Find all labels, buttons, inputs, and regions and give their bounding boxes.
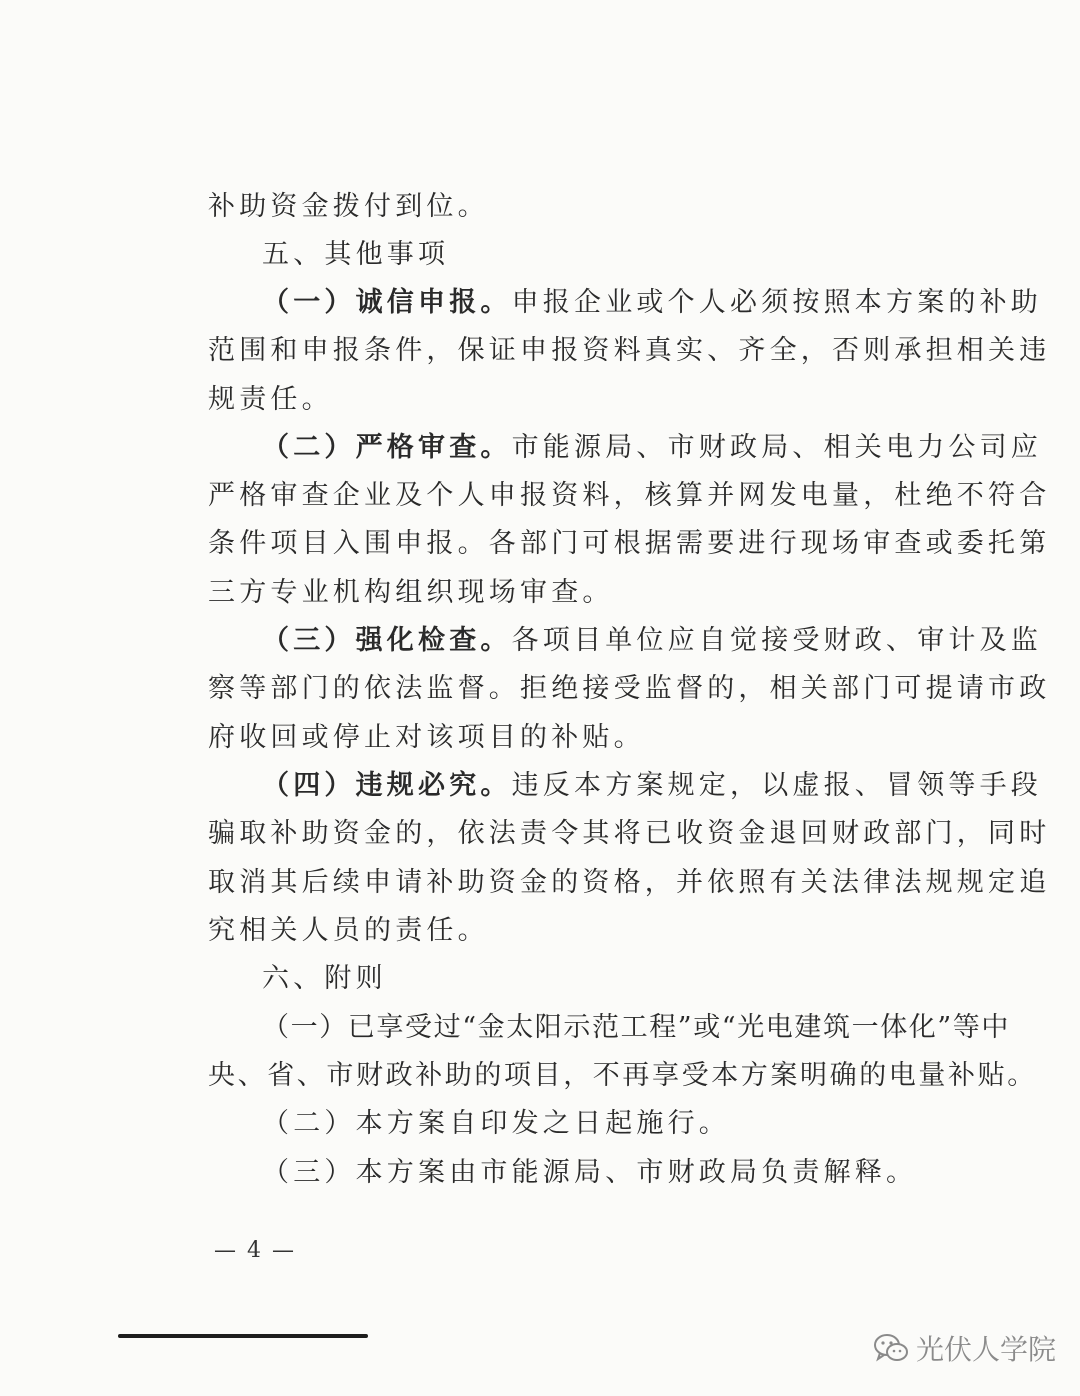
item-5-2-text: 市能源局、市财政局、相关电力公司应 bbox=[511, 432, 1043, 463]
item-5-3-paragraph bbox=[262, 624, 1042, 658]
text-line-18: 取消其后续申请补助资金的资格，并依照有关法律法规规定追 bbox=[208, 867, 1051, 898]
watermark-text: 光伏人学院 bbox=[916, 1333, 1057, 1366]
text-line-1: 补助资金拨付到位。 bbox=[208, 191, 489, 222]
appendix-item-1: （一）已享受过“金太阳示范工程”或“光电建筑一体化”等中 bbox=[262, 1012, 1011, 1043]
text-line-22: 央、省、市财政补助的项目，不再享受本方案明确的电量补贴。 bbox=[208, 1060, 1037, 1091]
item-5-4-paragraph bbox=[262, 769, 1042, 803]
item-5-4-title: （四）违规必究。 bbox=[262, 770, 512, 801]
text-line-9: 条件项目入围申报。各部门可根据需要进行现场审查或委托第 bbox=[208, 528, 1051, 559]
appendix-item-3: （三）本方案由市能源局、市财政局负责解释。 bbox=[262, 1157, 918, 1188]
item-5-1-paragraph bbox=[262, 286, 1042, 320]
text-line-19: 究相关人员的责任。 bbox=[208, 915, 489, 946]
text-line-4: 范围和申报条件，保证申报资料真实、齐全，否则承担相关违 bbox=[208, 335, 1051, 366]
text-line-13: 察等部门的依法监督。拒绝接受监督的，相关部门可提请市政 bbox=[208, 673, 1051, 704]
item-5-3-title: （三）强化检查。 bbox=[262, 625, 512, 656]
item-5-1-text: 申报企业或个人必须按照本方案的补助 bbox=[511, 287, 1043, 318]
text-line-8: 严格审查企业及个人申报资料，核算并网发电量，杜绝不符合 bbox=[208, 480, 1051, 511]
watermark bbox=[872, 1328, 1056, 1368]
wechat-icon bbox=[872, 1331, 910, 1365]
text-line-10: 三方专业机构组织现场审查。 bbox=[208, 577, 614, 608]
section-heading-5: 五、其他事项 bbox=[262, 239, 450, 270]
item-5-4-text: 违反本方案规定，以虚报、冒领等手段 bbox=[511, 770, 1043, 801]
item-5-2-paragraph bbox=[262, 431, 1042, 465]
page-number: — 4 — bbox=[214, 1238, 296, 1263]
appendix-item-2: （二）本方案自印发之日起施行。 bbox=[262, 1108, 730, 1139]
bottom-rule bbox=[118, 1334, 368, 1338]
section-heading-6: 六、附则 bbox=[262, 963, 387, 994]
item-5-1-title: （一）诚信申报。 bbox=[262, 287, 512, 318]
item-5-2-title: （二）严格审查。 bbox=[262, 432, 512, 463]
text-line-14: 府收回或停止对该项目的补贴。 bbox=[208, 722, 645, 753]
text-line-17: 骗取补助资金的，依法责令其将已收资金退回财政部门，同时 bbox=[208, 818, 1051, 849]
item-5-3-text: 各项目单位应自觉接受财政、审计及监 bbox=[511, 625, 1043, 656]
text-line-5: 规责任。 bbox=[208, 384, 333, 415]
